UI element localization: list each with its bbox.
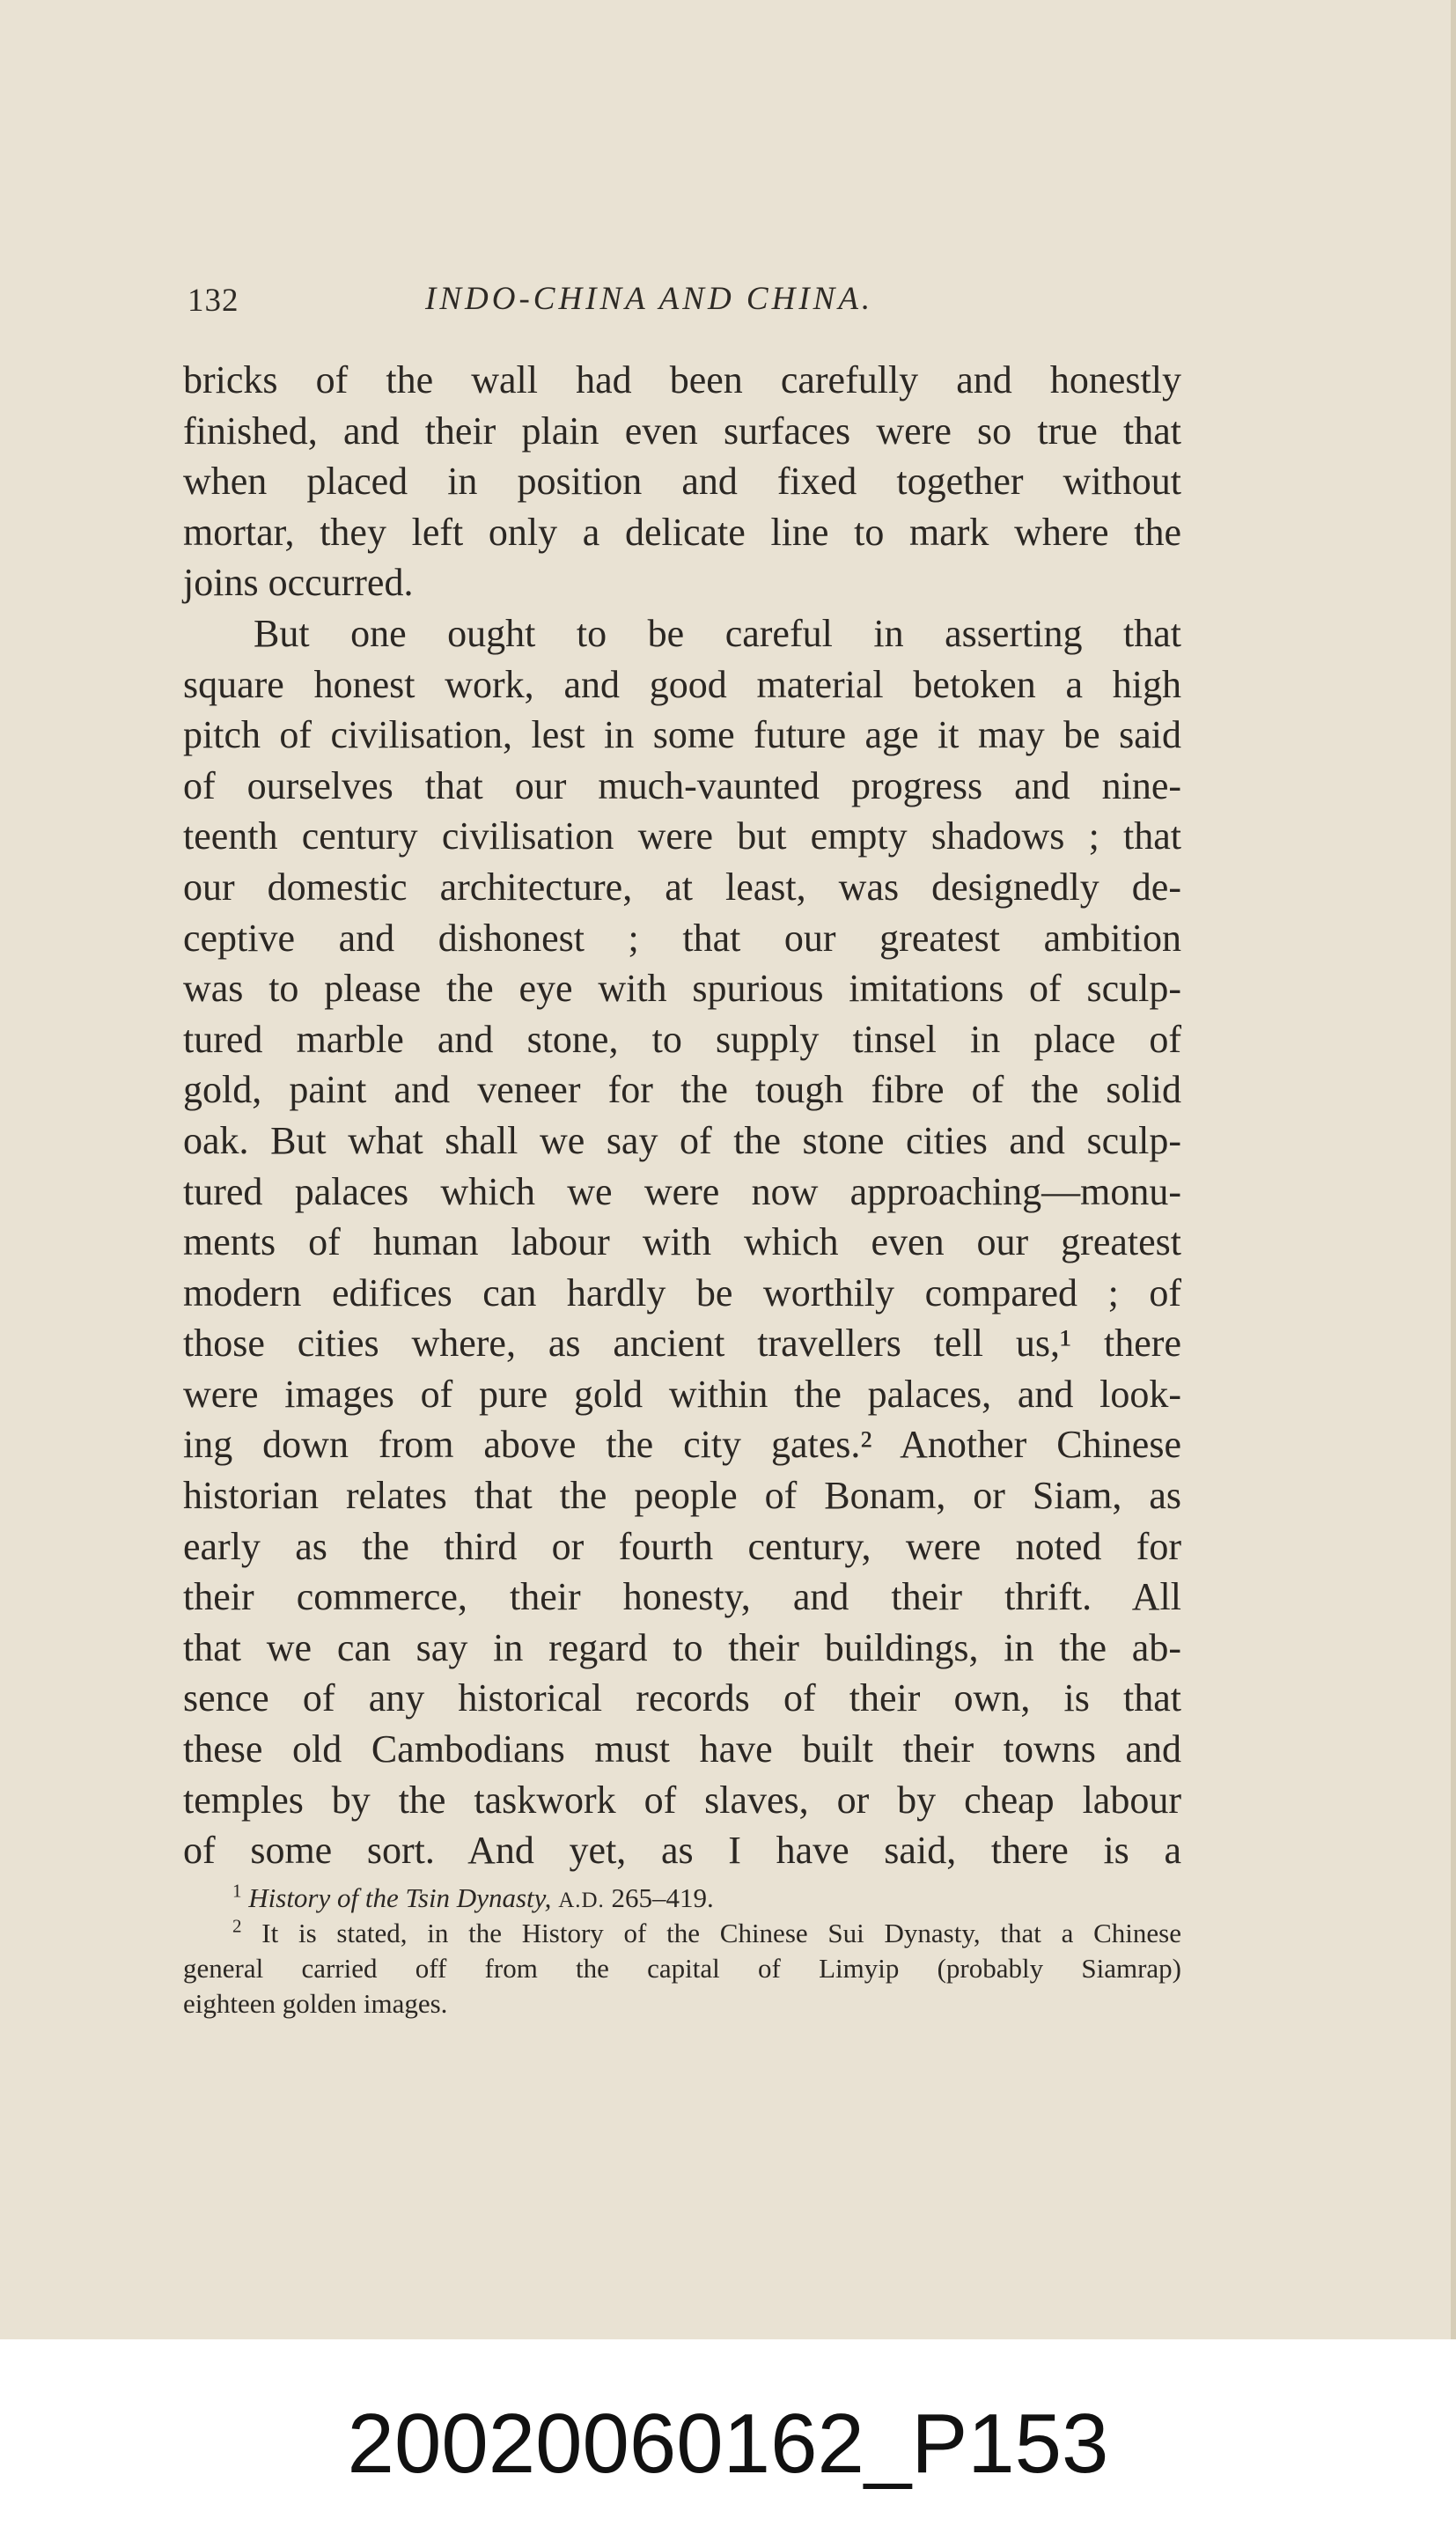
- text-line: ceptive and dishonest ; that our greatest ambition: [183, 916, 1181, 960]
- text-line: finished, and their plain even surfaces were so true that: [183, 409, 1181, 453]
- text-line: tured marble and stone, to supply tinsel in place of: [183, 1017, 1181, 1061]
- text-line: temples by the taskwork of slaves, or by cheap labour: [183, 1778, 1181, 1822]
- running-title: INDO-CHINA AND CHINA.: [425, 281, 874, 317]
- footnote-era: A.D.: [558, 1889, 605, 1912]
- body-text: [183, 355, 1181, 1876]
- text-line: oak. But what shall we say of the stone cities and sculp-: [183, 1118, 1181, 1162]
- footnote-text-line: eighteen golden images.: [183, 1988, 448, 2019]
- text-line: ing down from above the city gates.² Another Chinese: [183, 1423, 1181, 1467]
- text-line: historian relates that the people of Bonam, or Siam, as: [183, 1474, 1181, 1518]
- text-line: those cities where, as ancient travellers tell us,¹ there: [183, 1322, 1181, 1366]
- footnote-1: [183, 1881, 1181, 1916]
- text-line: early as the third or fourth century, were noted for: [183, 1524, 1181, 1568]
- text-line: sence of any historical records of their own, is that: [183, 1676, 1181, 1720]
- text-line: joins occurred.: [183, 561, 414, 605]
- footnote-text-line: It is stated, in the History of the Chinese Sui Dynasty, that a Chinese: [261, 1918, 1182, 1948]
- text-line: their commerce, their honesty, and their thrift. All: [183, 1575, 1181, 1619]
- footnote-marker: 1: [232, 1880, 242, 1902]
- text-line: bricks of the wall had been carefully and honestly: [183, 358, 1181, 401]
- text-line: modern edifices can hardly be worthily compared ; of: [183, 1270, 1181, 1315]
- footnote-years: 265–419.: [611, 1882, 714, 1913]
- footnote-source-title: History of the Tsin Dynasty,: [248, 1882, 552, 1913]
- page-edge: [1451, 0, 1456, 2339]
- text-line: of some sort. And yet, as I have said, there is a: [183, 1829, 1181, 1873]
- text-line: these old Cambodians must have built their towns and: [183, 1727, 1181, 1771]
- text-line: teenth century civilisation were but empty shadows ; that: [183, 814, 1181, 858]
- running-head: [188, 280, 1182, 333]
- page-number: 132: [188, 283, 239, 319]
- footnotes: [183, 1881, 1181, 2021]
- text-line: mortar, they left only a delicate line to mark where the: [183, 510, 1181, 554]
- image-id-caption: 20020060162_P153: [0, 2339, 1456, 2548]
- text-line: of ourselves that our much-vaunted progress and nine-: [183, 763, 1181, 807]
- footnote-2: [183, 1916, 1181, 1951]
- text-line: that we can say in regard to their buildings, in the ab-: [183, 1625, 1181, 1669]
- footnote-marker: 2: [232, 1915, 242, 1937]
- text-line: But one ought to be careful in asserting that: [254, 611, 1181, 655]
- text-line: was to please the eye with spurious imitations of sculp-: [183, 967, 1181, 1011]
- text-line: our domestic architecture, at least, was designedly de-: [183, 865, 1181, 909]
- text-line: tured palaces which we were now approaching—monu-: [183, 1169, 1181, 1213]
- text-line: were images of pure gold within the palaces, and look-: [183, 1372, 1181, 1416]
- text-line: pitch of civilisation, lest in some future age it may be said: [183, 713, 1181, 757]
- text-line: when placed in position and fixed together without: [183, 460, 1181, 504]
- text-line: square honest work, and good material betoken a high: [183, 662, 1181, 706]
- text-line: gold, paint and veneer for the tough fibre of the solid: [183, 1068, 1181, 1112]
- footnote-text-line: general carried off from the capital of Limyip (probably Siamrap): [183, 1953, 1181, 1984]
- text-line: ments of human labour with which even our greatest: [183, 1220, 1181, 1264]
